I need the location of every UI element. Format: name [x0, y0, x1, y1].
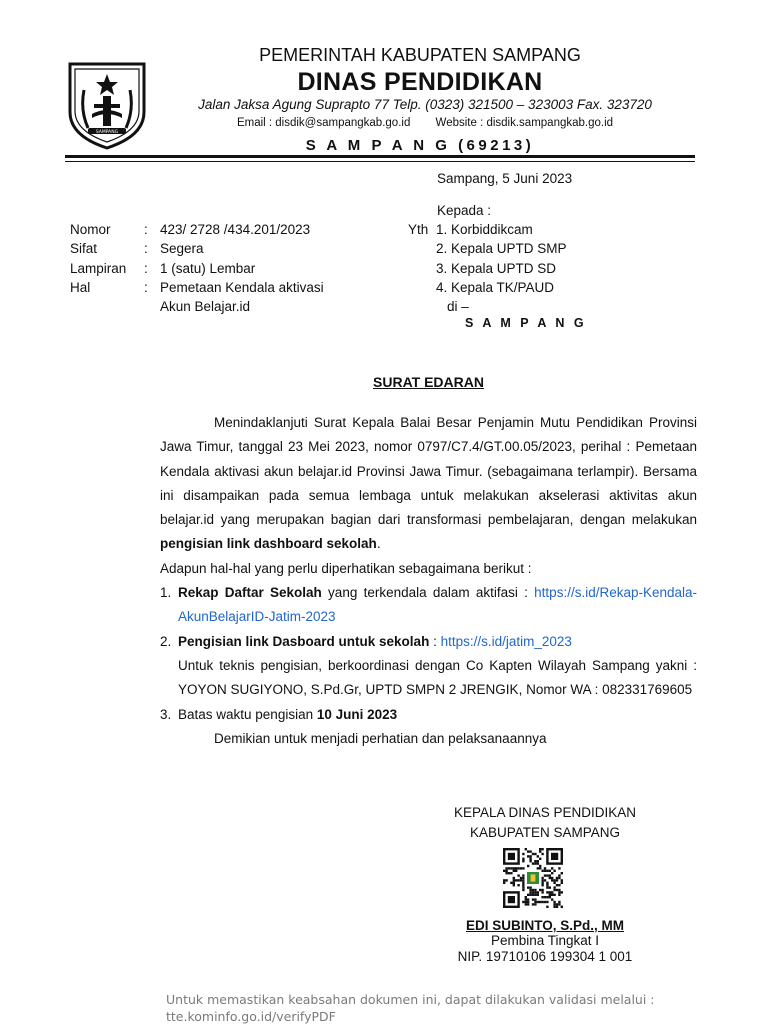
signatory-rank: Pembina Tingkat I [490, 933, 600, 948]
meta-row-lampiran [70, 259, 360, 278]
meta-key [70, 297, 144, 316]
meta-row-nomor [70, 220, 360, 239]
list-number: 2. [160, 633, 172, 649]
signature-title-line2: KABUPATEN SAMPANG [469, 825, 621, 840]
meta-value: 423/ 2728 /434.201/2023 [160, 222, 311, 237]
recipient-row [408, 220, 567, 239]
letter-body [160, 411, 697, 751]
meta-key: Sifat [70, 241, 98, 257]
item3-text: Batas waktu pengisian [178, 706, 317, 722]
letter-date: Sampang, 5 Juni 2023 [437, 171, 573, 186]
letterhead-rule-thick [65, 155, 695, 158]
recipient-city: S A M P A N G [465, 316, 587, 330]
validation-line-2: tte.kominfo.go.id/verifyPDF [166, 1009, 336, 1024]
meta-colon [144, 297, 160, 316]
meta-key: Nomor [70, 222, 111, 237]
recipient-row [408, 259, 567, 278]
meta-colon: : [144, 241, 148, 257]
closing-sentence: Demikian untuk menjadi perhatian dan pelaksanaannya [214, 730, 547, 746]
agency-contact [160, 117, 690, 129]
meta-value: 1 (satu) Lembar [160, 260, 256, 276]
agency-email: Email : disdik@sampangkab.go.id [236, 117, 411, 129]
coat-of-arms-logo [64, 60, 150, 150]
meta-value: Pemetaan Kendala aktivasi [160, 279, 324, 295]
sampang-regency-coat-of-arms-icon [64, 60, 150, 150]
rekap-link[interactable]: https://s.id/Rekap-Kendala-AkunBelajarID-Jatim-2023 [178, 585, 698, 625]
recipient-di: di – [447, 299, 469, 314]
meta-colon: : [144, 222, 148, 237]
recipient-row [408, 278, 567, 297]
letterhead-rule-thin [65, 161, 695, 162]
list-item-body [178, 703, 697, 727]
validation-line-1: Untuk memastikan keabsahan dokumen ini, dapat dilakukan validasi melalui : [166, 992, 655, 1007]
body-paragraph-1 [160, 411, 697, 557]
recipient-item: 2. Kepala UPTD SMP [436, 241, 567, 257]
meta-value: Segera [160, 241, 204, 257]
item2-text: : [429, 633, 441, 649]
item1-bold: Rekap Daftar Sekolah [178, 585, 322, 601]
agency-website: Website : disdik.sampangkab.go.id [435, 117, 614, 129]
recipient-row [408, 239, 567, 258]
validation-note [166, 991, 655, 1025]
recipient-yth: Yth [408, 222, 429, 237]
signatory-nip: NIP. 19710106 199304 1 001 [457, 949, 633, 964]
signature-qr [503, 848, 563, 908]
list-item-1 [160, 581, 697, 630]
meta-row-sifat [70, 239, 360, 258]
dashboard-link[interactable]: https://s.id/jatim_2023 [440, 633, 572, 649]
meta-colon: : [144, 260, 148, 276]
list-number: 1. [160, 585, 172, 601]
para1-bold: pengisian link dashboard sekolah [160, 536, 377, 552]
letter-meta [70, 220, 360, 316]
meta-row-hal [70, 278, 360, 297]
list-item-3 [160, 703, 697, 727]
meta-row-hal-cont [70, 297, 360, 316]
item1-text: yang terkendala dalam aktifasi : [321, 585, 535, 601]
recipient-item: 4. Kepala TK/PAUD [436, 279, 555, 295]
para1-text: Menindaklanjuti Surat Kepala Balai Besar Penjamin Mutu Pendidikan Provinsi Jawa Timur, tanggal 23 Mei 2023, nomor 0797/C7.4/GT.00.05/2023, perihal : Pemetaan Kendala aktivasi akun belajar.id Provinsi Jawa Timur. (sebagaimana terlampir). Bersama ini disampaikan pada semua lembaga untuk melakukan akselerasi aktivitas akun belajar.id yang merupakan bagian dari transformasi pembelajaran, dengan melakukan [160, 415, 697, 528]
list-item-body [178, 630, 697, 703]
svg-text:SAMPANG: SAMPANG [95, 130, 119, 135]
letter-subject: SURAT EDARAN [373, 374, 484, 390]
list-item-2 [160, 630, 697, 703]
body-intro: Adapun hal-hal yang perlu diperhatikan sebagaimana berikut : [160, 560, 532, 576]
item3-bold: 10 Juni 2023 [316, 706, 398, 722]
meta-key: Lampiran [70, 260, 127, 276]
meta-colon: : [144, 279, 148, 295]
letterhead-city: S A M P A N G (69213) [305, 137, 535, 154]
meta-value: Akun Belajar.id [160, 299, 251, 315]
para1-end: . [376, 536, 381, 552]
agency-name: DINAS PENDIDIKAN [297, 68, 543, 96]
list-number: 3. [160, 706, 172, 722]
signatory-name: EDI SUBINTO, S.Pd., MM [465, 918, 624, 933]
recipient-item: 3. Kepala UPTD SD [436, 260, 557, 276]
signature-title-line1: KEPALA DINAS PENDIDIKAN [453, 805, 637, 820]
meta-key: Hal [70, 279, 91, 295]
item2-bold: Pengisian link Dasboard untuk sekolah [178, 633, 430, 649]
agency-address: Jalan Jaksa Agung Suprapto 77 Telp. (0323) 321500 – 323003 Fax. 323720 [198, 97, 652, 112]
recipient-label: Kepada : [437, 203, 492, 218]
recipient-item: 1. Korbiddikcam [436, 222, 533, 237]
list-item-body [178, 581, 697, 630]
qr-code-icon [503, 848, 563, 908]
recipient-list [408, 220, 567, 297]
item2-detail: Untuk teknis pengisian, berkoordinasi dengan Co Kapten Wilayah Sampang yakni : YOYON SUGIYONO, S.Pd.Gr, UPTD SMPN 2 JRENGIK, Nomor WA : 082331769605 [178, 657, 697, 698]
government-name: PEMERINTAH KABUPATEN SAMPANG [259, 45, 581, 65]
signature-title [420, 803, 670, 843]
